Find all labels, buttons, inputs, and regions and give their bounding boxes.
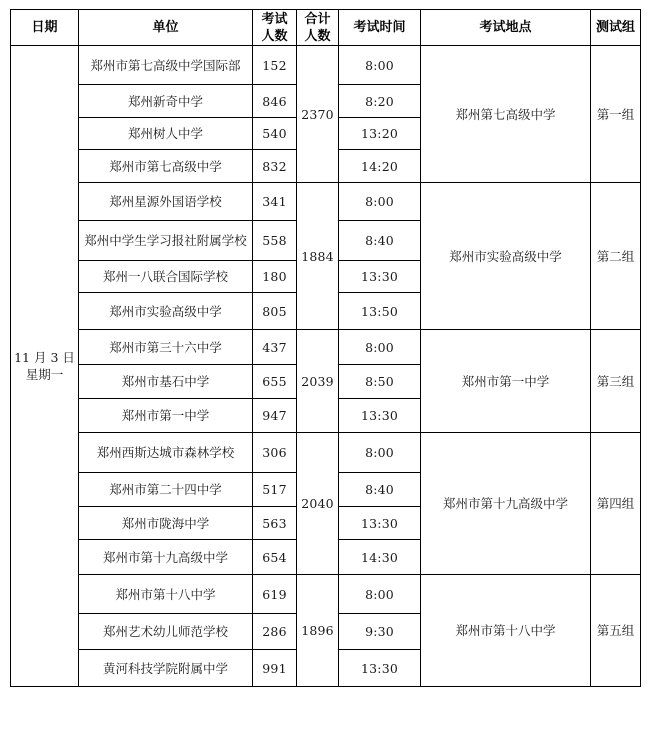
exam-place-cell: 郑州市第一中学: [421, 330, 591, 433]
unit-cell: 郑州市陇海中学: [79, 507, 253, 540]
exam-count-cell: 947: [253, 399, 297, 433]
header-date: 日期: [11, 10, 79, 46]
exam-place-cell: 郑州市实验高级中学: [421, 183, 591, 330]
total-count-cell: 2040: [297, 433, 339, 575]
header-row: [11, 10, 641, 46]
exam-count-cell: 286: [253, 614, 297, 650]
exam-count-cell: 341: [253, 183, 297, 221]
table-row: [11, 433, 641, 473]
exam-time-cell: 13:30: [339, 507, 421, 540]
table-row: [11, 46, 641, 85]
exam-place-cell: 郑州第七高级中学: [421, 46, 591, 183]
exam-time-cell: 14:30: [339, 540, 421, 575]
unit-cell: 郑州市实验高级中学: [79, 293, 253, 330]
header-test-group: 测试组: [591, 10, 641, 46]
exam-place-cell: 郑州市第十八中学: [421, 575, 591, 687]
unit-cell: 郑州树人中学: [79, 118, 253, 150]
exam-time-cell: 13:20: [339, 118, 421, 150]
header-unit: 单位: [79, 10, 253, 46]
unit-cell: 郑州市第十九高级中学: [79, 540, 253, 575]
exam-time-cell: 8:00: [339, 575, 421, 614]
header-exam-place: 考试地点: [421, 10, 591, 46]
exam-time-cell: 9:30: [339, 614, 421, 650]
total-count-cell: 1896: [297, 575, 339, 687]
unit-cell: 郑州市第一中学: [79, 399, 253, 433]
test-group-cell: 第五组: [591, 575, 641, 687]
exam-time-cell: 8:00: [339, 433, 421, 473]
exam-count-cell: 846: [253, 85, 297, 118]
exam-count-cell: 655: [253, 365, 297, 399]
exam-count-cell: 654: [253, 540, 297, 575]
exam-count-cell: 619: [253, 575, 297, 614]
exam-count-cell: 558: [253, 221, 297, 261]
unit-cell: 郑州市第二十四中学: [79, 473, 253, 507]
exam-count-cell: 805: [253, 293, 297, 330]
exam-time-cell: 8:00: [339, 330, 421, 365]
exam-time-cell: 8:50: [339, 365, 421, 399]
total-count-cell: 2370: [297, 46, 339, 183]
exam-count-cell: 306: [253, 433, 297, 473]
test-group-cell: 第三组: [591, 330, 641, 433]
unit-cell: 郑州艺术幼儿师范学校: [79, 614, 253, 650]
unit-cell: 郑州市第七高级中学国际部: [79, 46, 253, 85]
unit-cell: 郑州市第七高级中学: [79, 150, 253, 183]
table-row: [11, 330, 641, 365]
exam-time-cell: 13:30: [339, 399, 421, 433]
test-group-cell: 第二组: [591, 183, 641, 330]
header-exam-time: 考试时间: [339, 10, 421, 46]
exam-time-cell: 8:40: [339, 473, 421, 507]
date-cell: [11, 46, 79, 687]
exam-count-cell: 437: [253, 330, 297, 365]
exam-count-cell: 517: [253, 473, 297, 507]
header-exam-count: 考试 人数: [253, 10, 297, 46]
exam-count-cell: 180: [253, 261, 297, 293]
date-text: 11 月 3 日: [14, 350, 75, 365]
unit-cell: 郑州西斯达城市森林学校: [79, 433, 253, 473]
unit-cell: 郑州中学生学习报社附属学校: [79, 221, 253, 261]
exam-time-cell: 8:00: [339, 183, 421, 221]
unit-cell: 郑州星源外国语学校: [79, 183, 253, 221]
exam-count-cell: 991: [253, 650, 297, 687]
unit-cell: 郑州市第十八中学: [79, 575, 253, 614]
header-total-count: 合计 人数: [297, 10, 339, 46]
exam-time-cell: 13:50: [339, 293, 421, 330]
exam-count-cell: 832: [253, 150, 297, 183]
unit-cell: 郑州市第三十六中学: [79, 330, 253, 365]
exam-count-cell: 540: [253, 118, 297, 150]
exam-place-cell: 郑州市第十九高级中学: [421, 433, 591, 575]
unit-cell: 郑州市基石中学: [79, 365, 253, 399]
exam-time-cell: 8:40: [339, 221, 421, 261]
table-row: [11, 183, 641, 221]
table-row: [11, 575, 641, 614]
test-group-cell: 第四组: [591, 433, 641, 575]
unit-cell: 郑州一八联合国际学校: [79, 261, 253, 293]
unit-cell: 郑州新奇中学: [79, 85, 253, 118]
exam-time-cell: 14:20: [339, 150, 421, 183]
exam-count-cell: 152: [253, 46, 297, 85]
exam-count-cell: 563: [253, 507, 297, 540]
total-count-cell: 2039: [297, 330, 339, 433]
exam-time-cell: 8:20: [339, 85, 421, 118]
exam-schedule-table: [10, 9, 641, 687]
exam-time-cell: 13:30: [339, 650, 421, 687]
unit-cell: 黄河科技学院附属中学: [79, 650, 253, 687]
exam-time-cell: 8:00: [339, 46, 421, 85]
table-body: [11, 46, 641, 687]
exam-time-cell: 13:30: [339, 261, 421, 293]
total-count-cell: 1884: [297, 183, 339, 330]
test-group-cell: 第一组: [591, 46, 641, 183]
weekday-text: 星期一: [25, 367, 64, 382]
